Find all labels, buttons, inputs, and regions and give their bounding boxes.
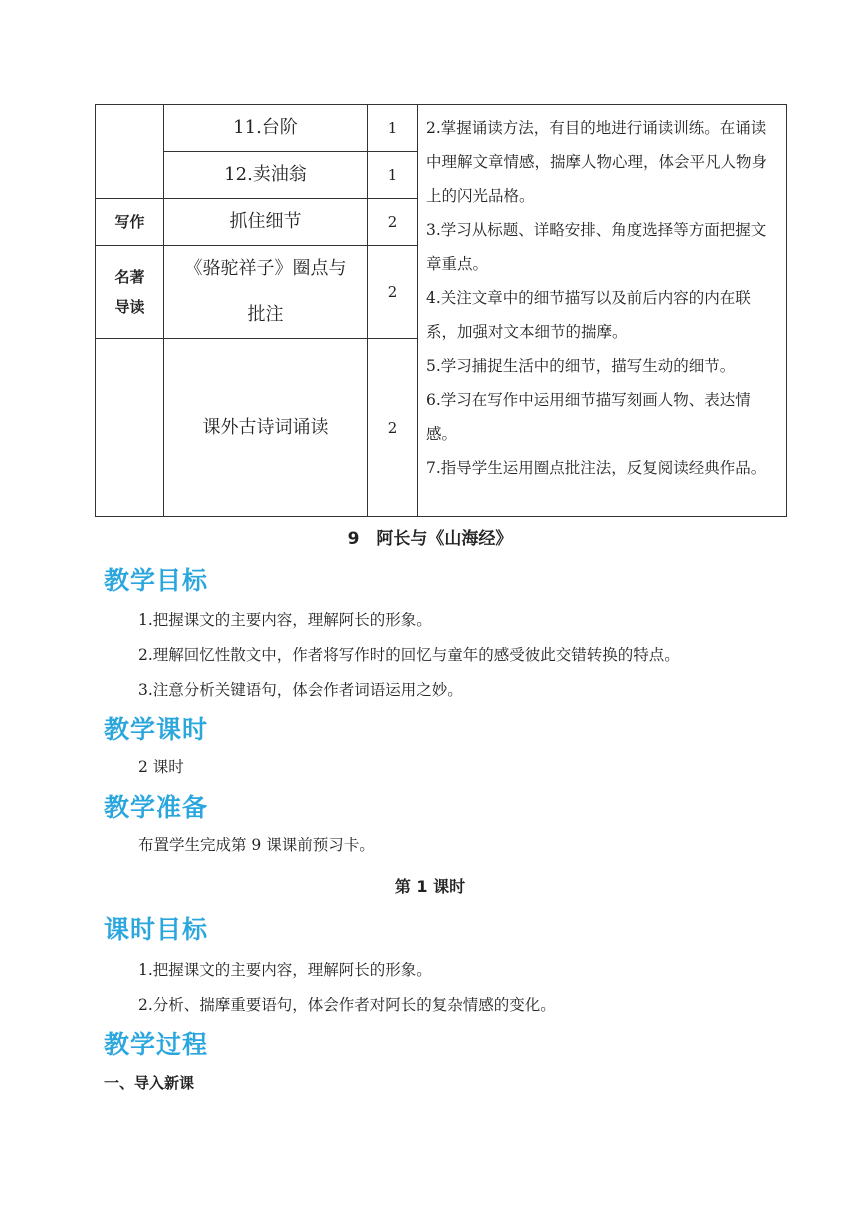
category-cell: 写作 <box>96 199 164 246</box>
goal-line: 3.注意分析关键语句，体会作者词语运用之妙。 <box>138 681 463 699</box>
goal-item: 5.学习捕捉生活中的细节，描写生动的细节。 <box>426 357 736 375</box>
lesson-title-cell: 课外古诗词诵读 <box>164 339 368 517</box>
goal-item: 4.关注文章中的细节描写以及前后内容的内在联系，加强对文本细节的揣摩。 <box>426 289 751 341</box>
lesson-title-cell <box>164 246 368 339</box>
hours-cell: 2 <box>368 246 418 339</box>
hours-cell: 1 <box>368 152 418 199</box>
hours-cell: 2 <box>368 199 418 246</box>
hours-cell: 1 <box>368 105 418 152</box>
goal-item: 2.掌握诵读方法，有目的地进行诵读训练。在诵读中理解文章情感，揣摩人物心理，体会平凡人物身上的闪光品格。 <box>426 119 768 205</box>
goal-item: 3.学习从标题、详略安排、角度选择等方面把握文章重点。 <box>426 221 767 273</box>
goal-line: 1.把握课文的主要内容，理解阿长的形象。 <box>138 611 432 629</box>
category-cell-empty <box>96 105 164 199</box>
section-heading: 一、导入新课 <box>104 1074 195 1092</box>
prep-text: 布置学生完成第 9 课课前预习卡。 <box>138 836 375 854</box>
lesson-title-cell: 抓住细节 <box>164 199 368 246</box>
goal-line: 2.分析、揣摩重要语句，体会作者对阿长的复杂情感的变化。 <box>138 996 556 1014</box>
hours-cell: 2 <box>368 339 418 517</box>
title-line: 批注 <box>247 304 284 325</box>
teaching-prep-heading: 教学准备 <box>104 793 209 822</box>
period-title: 第 1 课时 <box>394 877 466 896</box>
teaching-hours-heading: 教学课时 <box>104 715 209 744</box>
title-line: 《骆驼祥子》圈点与 <box>184 258 347 279</box>
goal-line: 1.把握课文的主要内容，理解阿长的形象。 <box>138 961 432 979</box>
lesson-title-cell: 11.台阶 <box>164 105 368 152</box>
goal-item: 7.指导学生运用圈点批注法，反复阅读经典作品。 <box>426 459 767 477</box>
teaching-goals-heading: 教学目标 <box>104 566 209 595</box>
category-cell <box>96 246 164 339</box>
process-heading: 教学过程 <box>104 1030 209 1059</box>
category-line: 名著 <box>114 268 145 286</box>
table-row <box>96 105 787 152</box>
goal-line: 2.理解回忆性散文中，作者将写作时的回忆与童年的感受彼此交错转换的特点。 <box>138 646 680 664</box>
goals-cell <box>418 105 787 517</box>
period-goals-heading: 课时目标 <box>104 915 209 944</box>
category-line: 导读 <box>114 298 145 316</box>
goal-item: 6.学习在写作中运用细节描写刻画人物、表达情感。 <box>426 391 751 443</box>
lesson-title: 9 阿长与《山海经》 <box>347 529 513 549</box>
lesson-title-cell: 12.卖油翁 <box>164 152 368 199</box>
hours-text: 2 课时 <box>138 758 184 776</box>
unit-plan-table <box>95 104 787 517</box>
category-cell-empty <box>96 339 164 517</box>
